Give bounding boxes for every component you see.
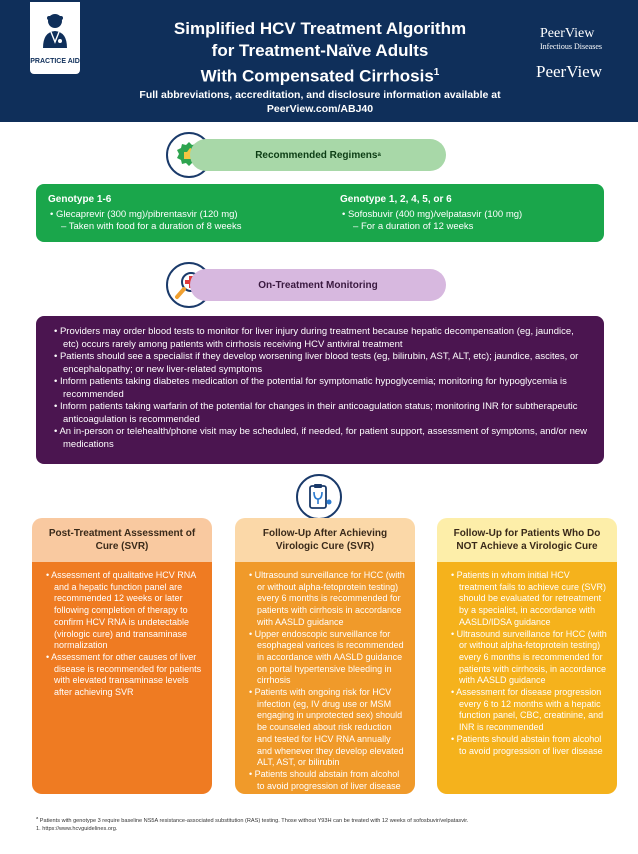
card-3-title: Follow-Up for Patients Who Do NOT Achieve a Virologic Cure (437, 518, 617, 562)
title-line-3 (130, 62, 510, 88)
regimen-2-bullet-text: Sofosbuvir (400 mg)/velpatasvir (100 mg) (347, 208, 523, 220)
card-3-list (437, 562, 617, 794)
card-post-treatment-assessment (32, 518, 212, 794)
list-item: • Ultrasound surveillance for HCC (with or without alpha-fetoprotein testing) every 6 months is recommended for patients with cirrhosis, in accordance with AASLD guidance (451, 628, 607, 686)
list-item: • Patients with ongoing risk for HCV infection (eg, IV drug use or MSM engaging in unprotected sex) should be counseled about risk reduction and tested for HCV RNA annually and whenever they develop elevated ALT, AST, or bilirubin (249, 687, 404, 768)
monitoring-list (54, 326, 588, 451)
card-1-item-1-text: Assessment of qualitative HCV RNA and a hepatic function panel are recommended 12 weeks or later following completion of therapy to confirm HCV RNA is undetectable (virologic cure) and transaminase normalization (51, 570, 196, 651)
regimen-column-1 (48, 194, 318, 234)
footnote-a-marker: a (36, 815, 39, 820)
list-item: • Assessment for disease progression every 6 to 12 months with a hepatic function panel, CBC, creatinine, and INR is recommended (451, 687, 604, 733)
card-follow-up-after-cure (235, 518, 415, 794)
clipboard-stethoscope-icon (304, 482, 334, 512)
brand-peerview-bottom: PeerView (536, 62, 603, 81)
doctor-icon (42, 12, 68, 48)
card-2-list (235, 562, 415, 794)
brand-subtitle: Infectious Diseases (540, 42, 602, 51)
clipboard-icon-circle (296, 474, 342, 520)
on-treatment-monitoring-label: On-Treatment Monitoring (258, 279, 378, 291)
list-item: • An in-person or telehealth/phone visit may be scheduled, if needed, for patient support, assessment of symptoms, and/or new medications (54, 426, 587, 450)
card-3-item-2-text: Ultrasound surveillance for HCC (with or without alpha-fetoprotein testing) every 6 months is recommended for patients with cirrhosis, in accordance with AASLD guidance (456, 628, 607, 686)
title-line-1: Simplified HCV Treatment Algorithm (173, 19, 467, 38)
title-line-2: for Treatment-Naïve Adults (211, 41, 429, 60)
footnotes (36, 814, 616, 833)
recommended-regimens-pill (190, 139, 446, 171)
card-follow-up-no-cure (437, 518, 617, 794)
monitoring-box (36, 316, 604, 464)
list-item: • Patients in whom initial HCV treatment fails to achieve cure (SVR) should be evaluated for retreatment by a specialist, in accordance with AASLD/IDSA guidance (451, 570, 607, 627)
title-line-3-text: With Compensated Cirrhosis (200, 66, 434, 86)
monitoring-item-2-text: Patients should see a specialist if they develop worsening liver blood tests (eg, bilirubin, AST, ALT, etc); jaundice, ascites, or encephalopathy; or new liver-related symptoms (59, 351, 579, 375)
monitoring-item-4-text: Inform patients taking warfarin of the potential for changes in their anticoagulation status; monitoring INR for subtherapeutic anticoagulation is recommended (59, 401, 578, 425)
list-item: • Patients should abstain from alcohol to avoid progression of liver disease (451, 733, 603, 756)
regimens-box (36, 184, 604, 242)
title-footnote-marker: 1 (433, 67, 440, 78)
regimen-1-bullet-text: Glecaprevir (300 mg)/pibrentasvir (120 mg) (55, 208, 238, 220)
regimen-1-title: Genotype 1-6 (48, 194, 112, 205)
recommended-regimens-label: Recommended Regimens (255, 149, 378, 161)
regimen-1-sub: – Taken with food for a duration of 8 weeks (61, 221, 242, 232)
card-3-item-4-text: Patients should abstain from alcohol to avoid progression of liver disease (456, 733, 603, 756)
practice-aid-badge (30, 2, 80, 74)
regimen-1-bullet: • Glecaprevir (300 mg)/pibrentasvir (120 mg) (50, 208, 238, 220)
list-item: • Providers may order blood tests to monitor for liver injury during treatment because hepatic decompensation (eg, jaundice, etc) occurs rarely among patients with cirrhosis receiving HCV antiviral treatment (54, 326, 574, 350)
monitoring-item-3-text: Inform patients taking diabetes medication of the potential for symptomatic hypoglycemia; monitoring for hypoglycemia is recommended (59, 376, 567, 400)
regimen-2-sub-text: For a duration of 12 weeks (360, 221, 474, 232)
monitoring-item-1-text: Providers may order blood tests to monitor for liver injury during treatment because hepatic decompensation (eg, jaundice, etc) occurs rarely among patients with cirrhosis receiving HCV antiviral treatment (59, 326, 574, 350)
card-2-item-3-text: Patients with ongoing risk for HCV infection (eg, IV drug use or MSM engaging in unprotected sex) should be counseled about risk reduction and tested for HCV RNA annually and whenever they develop elevated ALT, AST, or bilirubin (254, 687, 404, 768)
list-item: • Assessment for other causes of liver disease is recommended for patients with elevated transaminase levels after achieving SVR (46, 651, 202, 698)
card-3-item-1-text: Patients in whom initial HCV treatment fails to achieve cure (SVR) should be evaluated for retreatment by a specialist, in accordance with AASLD/IDSA guidance (456, 570, 607, 627)
footnote-1-link[interactable]: 1. https://www.hcvguidelines.org. (36, 825, 118, 832)
on-treatment-monitoring-pill (190, 269, 446, 301)
card-1-list (32, 562, 212, 794)
regimen-2-bullet: • Sofosbuvir (400 mg)/velpatasvir (100 mg) (342, 208, 523, 220)
badge-label: PRACTICE AID (30, 58, 80, 65)
card-3-item-3-text: Assessment for disease progression every 6 to 12 months with a hepatic function panel, CBC, creatinine, and INR is recommended (456, 687, 604, 733)
card-2-title: Follow-Up After Achieving Virologic Cure (SVR) (235, 518, 415, 562)
card-2-item-1-text: Ultrasound surveillance for HCC (with or without alpha-fetoprotein testing) every 6 months is recommended for patients with cirrhosis in accordance with AASLD guidance (254, 570, 405, 627)
list-item: • Patients should abstain from alcohol to avoid progression of liver disease (249, 768, 401, 791)
brand-peerview-top: PeerView (540, 26, 595, 41)
card-2-item-4-text: Patients should abstain from alcohol to avoid progression of liver disease (254, 768, 401, 791)
card-2-item-2-text: Upper endoscopic surveillance for esophageal varices is recommended in accordance with AASLD guidance on portal hypertensive bleeding in cirrhosis (254, 628, 404, 686)
info-line (60, 88, 580, 116)
footnote-a-text: Patients with genotype 3 require baseline NS5A resistance-associated substitution (RAS) testing. Those without Y93H can be treated with 12 weeks of sofosbuvir/velpatasvir. (39, 817, 469, 824)
list-item: • Patients should see a specialist if they develop worsening liver blood tests (eg, bilirubin, AST, ALT, etc); jaundice, ascites, or encephalopathy; or new liver-related symptoms (54, 351, 579, 375)
regimens-footnote-marker: a (377, 152, 381, 158)
info-text: Full abbreviations, accreditation, and disclosure information available at (139, 89, 501, 101)
regimen-1-sub-text: Taken with food for a duration of 8 weeks (68, 221, 242, 232)
monitoring-item-5-text: An in-person or telehealth/phone visit may be scheduled, if needed, for patient support, assessment of symptoms, and/or new medications (59, 426, 587, 450)
list-item: • Inform patients taking warfarin of the potential for changes in their anticoagulation status; monitoring INR for subtherapeutic anticoagulation is recommended (54, 401, 578, 425)
regimen-2-title: Genotype 1, 2, 4, 5, or 6 (340, 194, 452, 205)
regimen-2-sub: – For a duration of 12 weeks (353, 221, 474, 232)
list-item: • Assessment of qualitative HCV RNA and a hepatic function panel are recommended 12 weeks or later following completion of therapy to confirm HCV RNA is undetectable (virologic cure) and transaminase normalization (46, 570, 196, 651)
info-url-link[interactable]: PeerView.com/ABJ40 (266, 103, 374, 115)
card-1-title: Post-Treatment Assessment of Cure (SVR) (32, 518, 212, 562)
regimen-column-2 (340, 194, 610, 234)
footnote-a (36, 814, 616, 825)
list-item: • Ultrasound surveillance for HCC (with or without alpha-fetoprotein testing) every 6 months is recommended for patients with cirrhosis in accordance with AASLD guidance (249, 570, 405, 627)
header-banner (0, 0, 638, 122)
card-1-item-2-text: Assessment for other causes of liver disease is recommended for patients with elevated transaminase levels after achieving SVR (51, 651, 202, 698)
list-item: • Inform patients taking diabetes medication of the potential for symptomatic hypoglycemia; monitoring for hypoglycemia is recommended (54, 376, 567, 400)
list-item: • Upper endoscopic surveillance for esophageal varices is recommended in accordance with AASLD guidance on portal hypertensive bleeding in cirrhosis (249, 628, 404, 686)
page-title (130, 18, 510, 88)
